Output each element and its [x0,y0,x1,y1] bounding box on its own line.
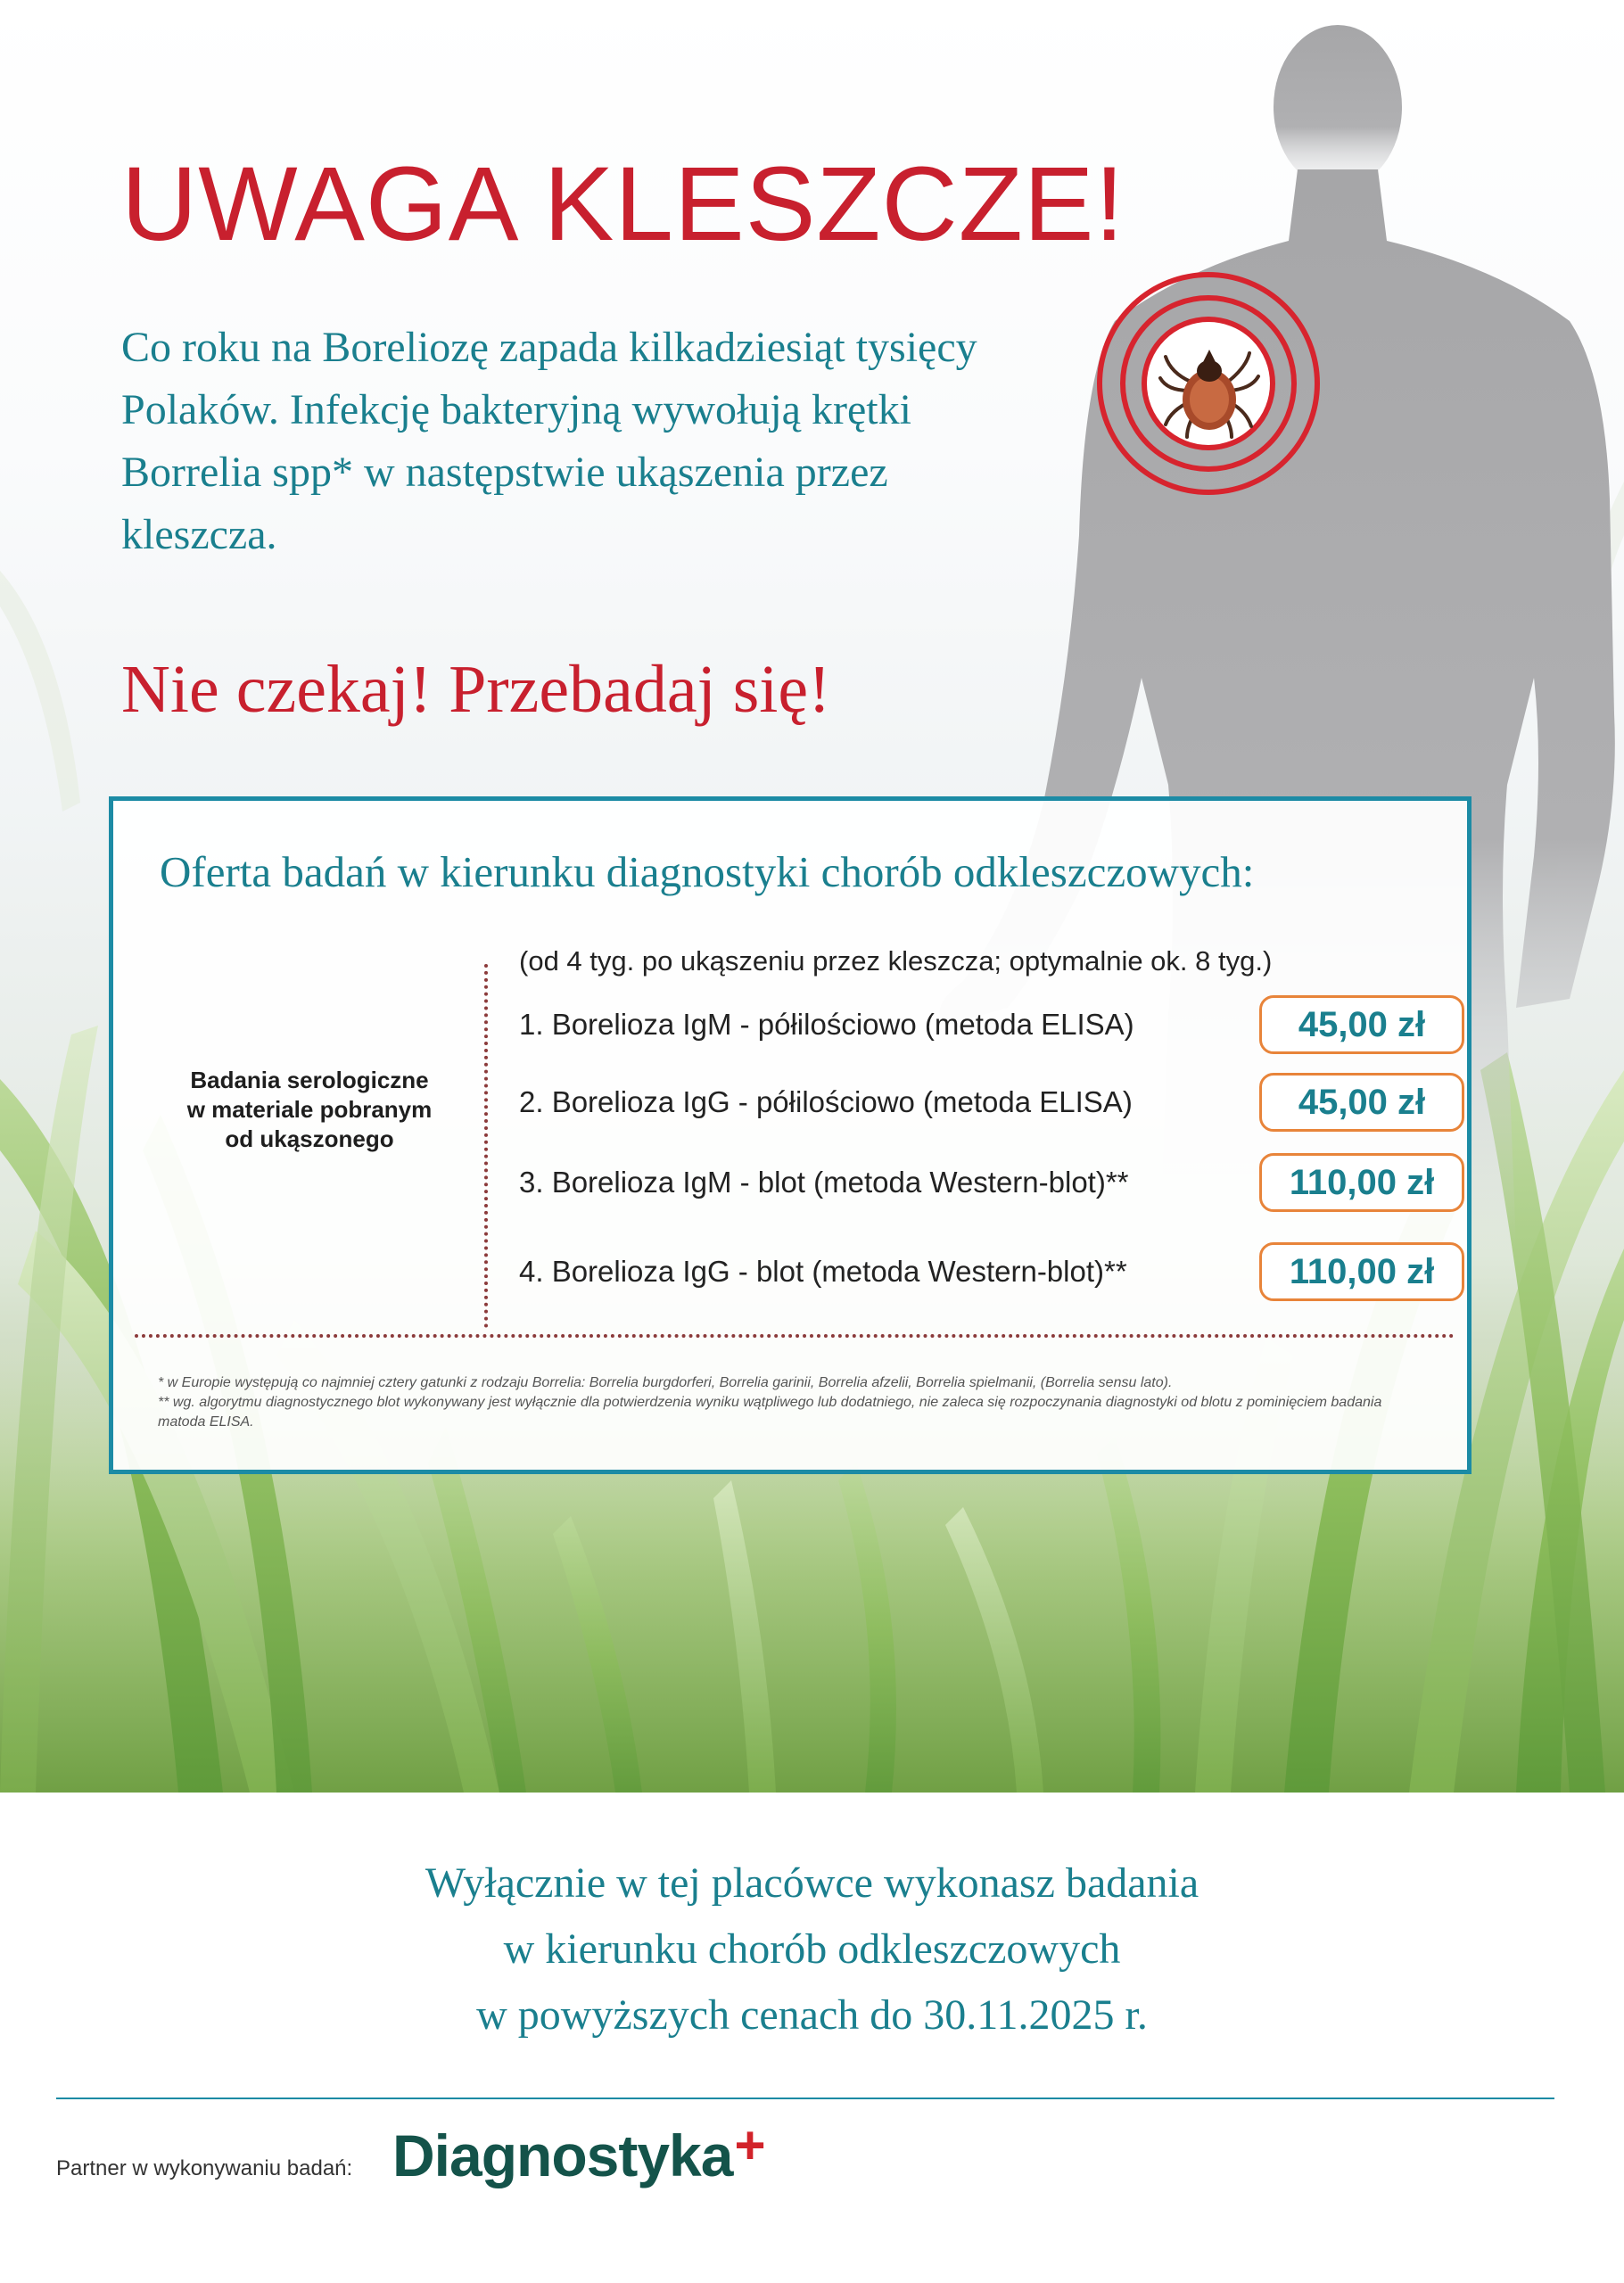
plus-icon: + [734,2115,765,2175]
test-category-label [158,1066,461,1154]
footnotes [158,1373,1433,1432]
test-category-line: od ukąszonego [225,1125,394,1152]
dotted-divider-vertical [484,964,488,1328]
intro-text: Co roku na Boreliozę zapada kilkadziesiąt tysięcy Polaków. Infekcję bakteryjną wywołują krętki Borrelia spp* w następstwie ukąszenia przez kleszcza. [121,324,977,558]
footnote: * w Europie występują co najmniej cztery gatunki z rodzaju Borrelia: Borrelia burgdorferi, Borrelia garinii, Borrelia afzelii, Borrelia spielmanii, (Borrelia sensu lato). [158,1375,1173,1390]
closing-line: Wyłącznie w tej placówce wykonasz badania [425,1859,1199,1907]
test-category-line: w materiale pobranym [186,1096,433,1123]
footnote: ** wg. algorytmu diagnostycznego blot wykonywany jest wyłącznie dla potwierdzenia wyniku wątpliwego lub dodatniego, nie zaleca się rozpoczynania diagnostyki od blotu z pominięciem badania matoda ELISA. [158,1395,1382,1430]
dotted-divider-horizontal [135,1334,1455,1338]
partner-label: Partner w wykonywaniu badań: [56,2156,353,2180]
price-tag: 110,00 zł [1259,1153,1464,1212]
diagnostyka-logo [392,2115,765,2188]
price-tag: 45,00 zł [1259,995,1464,1054]
offer-box [109,796,1471,1474]
price-tag: 110,00 zł [1259,1242,1464,1301]
closing-message [0,1850,1624,2048]
footer-divider [56,2098,1554,2099]
closing-line: w powyższych cenach do 30.11.2025 r. [476,1991,1148,2039]
test-name: 3. Borelioza IgM - blot (metoda Western-blot)** [519,1166,1129,1199]
test-row [519,1242,1455,1305]
call-to-action: Nie czekaj! Przebadaj się! [121,652,831,727]
test-name: 1. Borelioza IgM - półilościowo (metoda ELISA) [519,1008,1134,1041]
timing-note: (od 4 tyg. po ukąszeniu przez kleszcza; optymalnie ok. 8 tyg.) [519,945,1273,977]
test-name: 4. Borelioza IgG - blot (metoda Western-blot)** [519,1255,1127,1288]
test-row [519,995,1455,1058]
test-row [519,1073,1455,1135]
test-category-line: Badania serologiczne [190,1067,429,1093]
closing-line: w kierunku chorób odkleszczowych [503,1925,1121,1973]
target-rings-icon [1092,268,1324,499]
offer-title: Oferta badań w kierunku diagnostyki chorób odkleszczowych: [160,847,1255,896]
test-row [519,1153,1455,1216]
headline: UWAGA KLESZCZE! [121,145,1125,263]
test-name: 2. Borelioza IgG - półilościowo (metoda ELISA) [519,1085,1133,1118]
logo-text: Diagnostyka [392,2122,733,2188]
price-tag: 45,00 zł [1259,1073,1464,1132]
